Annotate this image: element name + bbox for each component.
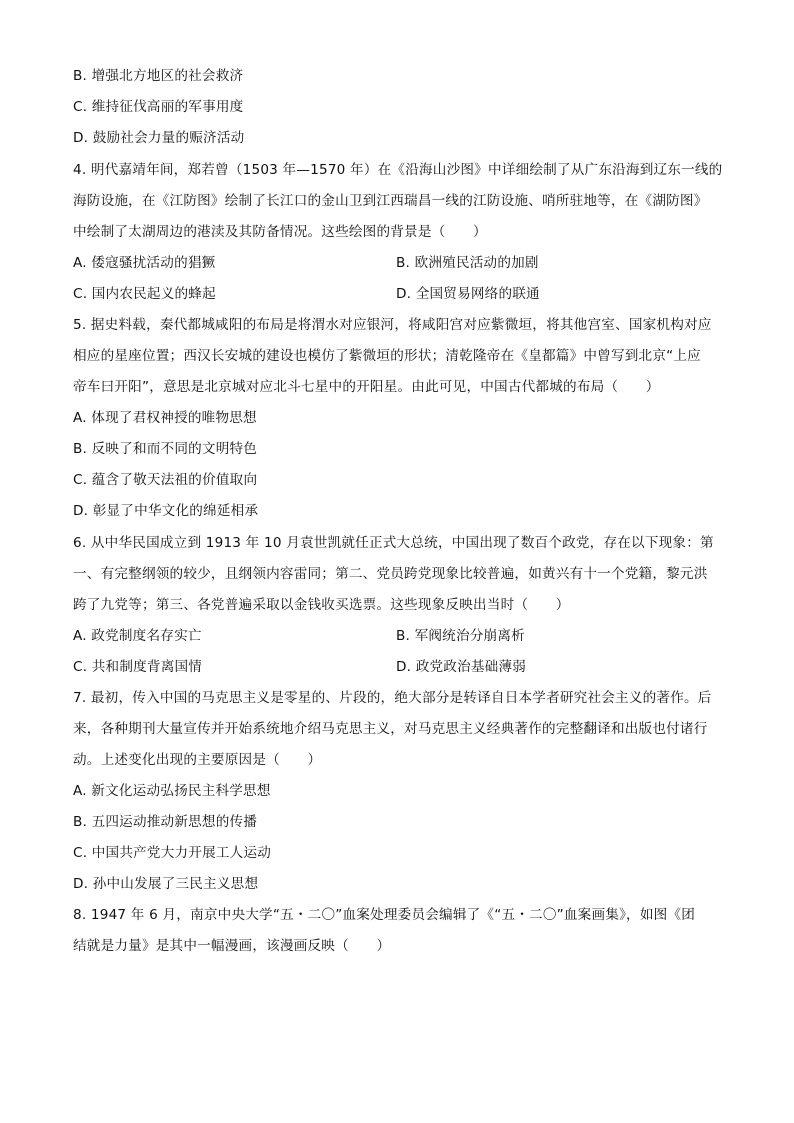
q4-option-a: A. 倭寇骚扰活动的猖獗 — [73, 255, 216, 271]
q5-stem-line-3: 帝车曰开阳”，意思是北京城对应北斗七星中的开阳星。由此可见，中国古代都城的布局（ ） — [73, 379, 660, 395]
q7-option-b: B. 五四运动推动新思想的传播 — [73, 814, 258, 830]
q7-option-a: A. 新文化运动弘扬民主科学思想 — [73, 783, 271, 799]
q7-stem-line-1: 7. 最初，传入中国的马克思主义是零星的、片段的，绝大部分是转译自日本学者研究社会主义的著作。后 — [73, 690, 712, 706]
q4-stem-line-2: 海防设施，在《江防图》绘制了长江口的金山卫到江西瑞昌一线的江防设施、哨所驻地等，在《湖防图》 — [73, 193, 708, 209]
q7-stem-line-2: 来，各种期刊大量宣传并开始系统地介绍马克思主义，对马克思主义经典著作的完整翻译和出版也付诸行 — [73, 721, 708, 737]
q8-stem-line-1: 8. 1947 年 6 月，南京中央大学“五・二〇”血案处理委员会编辑了《“五・二〇”血案画集》，如图《团 — [73, 907, 696, 923]
q3-option-c: C. 维持征伐高丽的军事用度 — [73, 99, 244, 115]
q4-option-d: D. 全国贸易网络的联通 — [396, 286, 540, 302]
q7-option-c: C. 中国共产党大力开展工人运动 — [73, 845, 272, 861]
q5-stem-line-2: 相应的星座位置；西汉长安城的建设也模仿了紫微垣的形状；清乾隆帝在《皇都篇》中曾写到北京“上应 — [73, 348, 701, 364]
q5-option-b: B. 反映了和而不同的文明特色 — [73, 441, 258, 457]
q4-stem-line-3: 中绘制了太湖周边的港渎及其防备情况。这些绘图的背景是（ ） — [73, 224, 487, 240]
q8-stem-line-2: 结就是力量》是其中一幅漫画，该漫画反映（ ） — [73, 938, 391, 954]
q4-option-c: C. 国内农民起义的蜂起 — [73, 286, 216, 302]
q5-option-c: C. 蕴含了敬天法祖的价值取向 — [73, 472, 258, 488]
q3-option-b: B. 增强北方地区的社会救济 — [73, 68, 244, 84]
q7-stem-line-3: 动。上述变化出现的主要原因是（ ） — [73, 752, 322, 768]
q6-option-d: D. 政党政治基础薄弱 — [396, 659, 527, 675]
q6-option-c: C. 共和制度背离国情 — [73, 659, 203, 675]
q6-stem-line-1: 6. 从中华民国成立到 1913 年 10 月袁世凯就任正式大总统，中国出现了数百个政党，存在以下现象：第 — [73, 535, 714, 551]
q7-option-d: D. 孙中山发展了三民主义思想 — [73, 876, 259, 892]
q6-stem-line-2: 一、有完整纲领的较少，且纲领内容雷同；第二、党员跨党现象比较普遍，如黄兴有十一个党籍，黎元洪 — [73, 566, 708, 582]
q6-option-a: A. 政党制度名存实亡 — [73, 628, 202, 644]
q4-option-b: B. 欧洲殖民活动的加剧 — [396, 255, 539, 271]
q3-option-d: D. 鼓励社会力量的赈济活动 — [73, 130, 245, 146]
q4-stem-line-1: 4. 明代嘉靖年间，郑若曾（1503 年—1570 年）在《沿海山沙图》中详细绘制了从广东沿海到辽东一线的 — [73, 162, 723, 178]
q5-stem-line-1: 5. 据史料载，秦代都城咸阳的布局是将渭水对应银河，将咸阳宫对应紫微垣，将其他宫室、国家机构对应 — [73, 317, 712, 333]
q5-option-d: D. 彰显了中华文化的绵延相承 — [73, 503, 259, 519]
q6-stem-line-3: 跨了九党等；第三、各党普遍采取以金钱收买选票。这些现象反映出当时（ ） — [73, 597, 570, 613]
q6-option-b: B. 军阀统治分崩离析 — [396, 628, 525, 644]
q5-option-a: A. 体现了君权神授的唯物思想 — [73, 410, 257, 426]
